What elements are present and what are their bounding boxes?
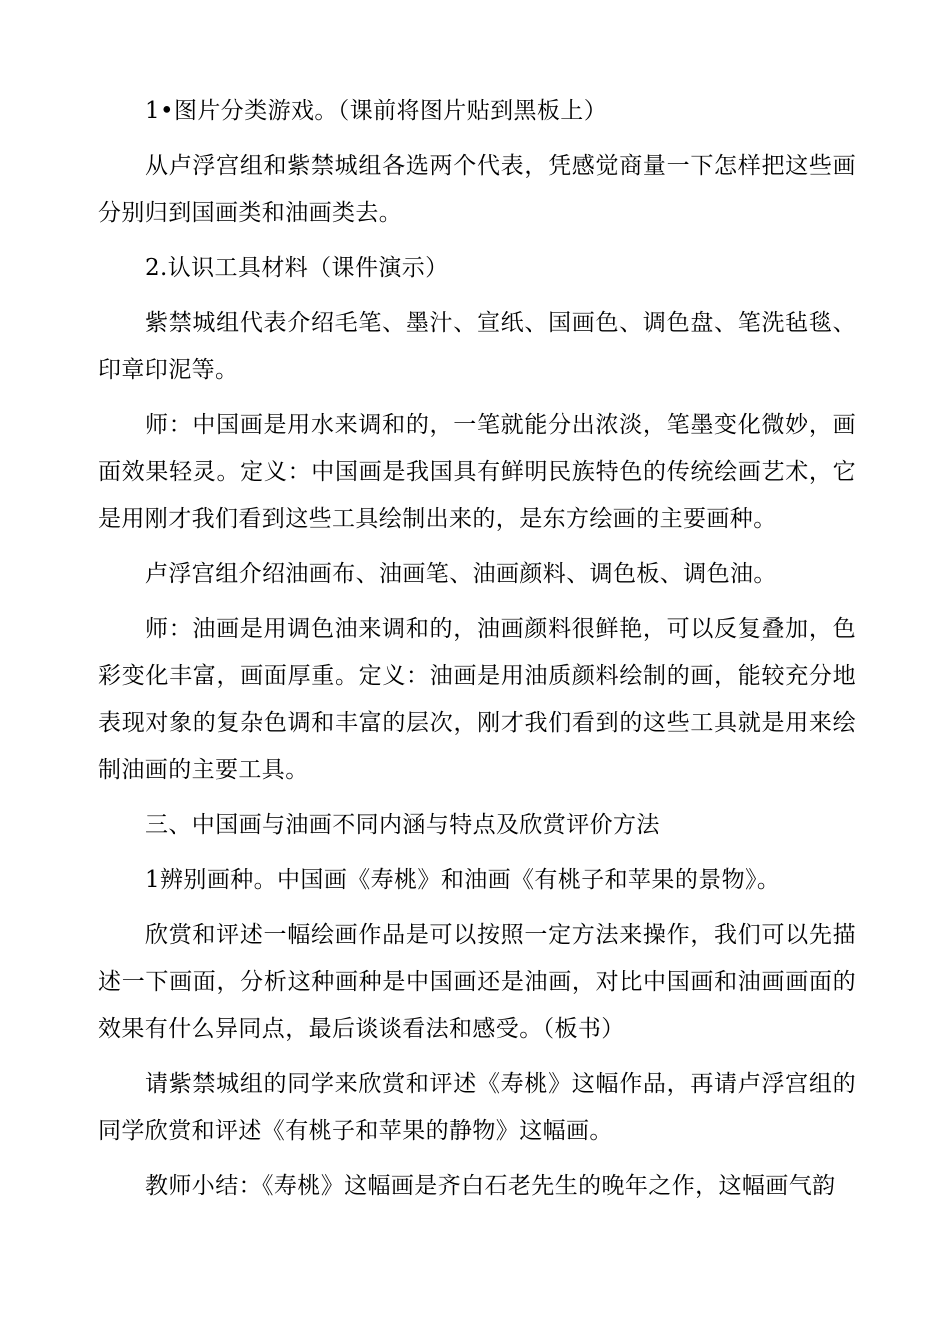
paragraph-picture-sorting-game: 1•图片分类游戏。（课前将图片贴到黑板上）: [145, 98, 608, 124]
paragraph-chinese-painting-definition: 师：中国画是用水来调和的，一笔就能分出浓淡，笔墨变化微妙，画面效果轻灵。定义：中国画是我国具有鲜明民族特色的传统绘画艺术，它是用刚才我们看到这些工具绘制出来的，是东方绘画的主要画种。: [98, 412, 856, 532]
paragraph-identify-painting-types: 1辨别画种。中国画《寿桃》和油画《有桃子和苹果的景物》。: [145, 867, 781, 893]
paragraph-select-representatives: 从卢浮宫组和紫禁城组各选两个代表，凭感觉商量一下怎样把这些画分别归到国画类和油画类去。: [98, 153, 856, 226]
paragraph-recognize-tools: 2.认识工具材料（课件演示）: [145, 255, 449, 281]
document-page: [98, 88, 856, 1210]
paragraph-louvre-tools: 卢浮宫组介绍油画布、油画笔、油画颜料、调色板、调色油。: [145, 561, 777, 587]
paragraph-teacher-summary: 教师小结：《寿桃》这幅画是齐白石老先生的晚年之作，这幅画气韵: [145, 1173, 836, 1199]
section-heading-three: 三、中国画与油画不同内涵与特点及欣赏评价方法: [145, 812, 660, 838]
paragraph-appreciation-method: 欣赏和评述一幅绘画作品是可以按照一定方法来操作，我们可以先描述一下画面，分析这种画种是中国画还是油画，对比中国画和油画画面的效果有什么异同点，最后谈谈看法和感受。（板书）: [98, 922, 856, 1042]
paragraph-oil-painting-definition: 师：油画是用调色油来调和的，油画颜料很鲜艳，可以反复叠加，色彩变化丰富，画面厚重。定义：油画是用油质颜料绘制的画，能较充分地表现对象的复杂色调和丰富的层次，刚才我们看到的这些工具就是用来绘制油画的主要工具。: [98, 616, 856, 783]
paragraph-group-appreciation: 请紫禁城组的同学来欣赏和评述《寿桃》这幅作品，再请卢浮宫组的同学欣赏和评述《有桃子和苹果的静物》这幅画。: [98, 1071, 856, 1144]
paragraph-forbidden-city-tools: 紫禁城组代表介绍毛笔、墨汁、宣纸、国画色、调色盘、笔洗毡毯、印章印泥等。: [98, 310, 856, 383]
